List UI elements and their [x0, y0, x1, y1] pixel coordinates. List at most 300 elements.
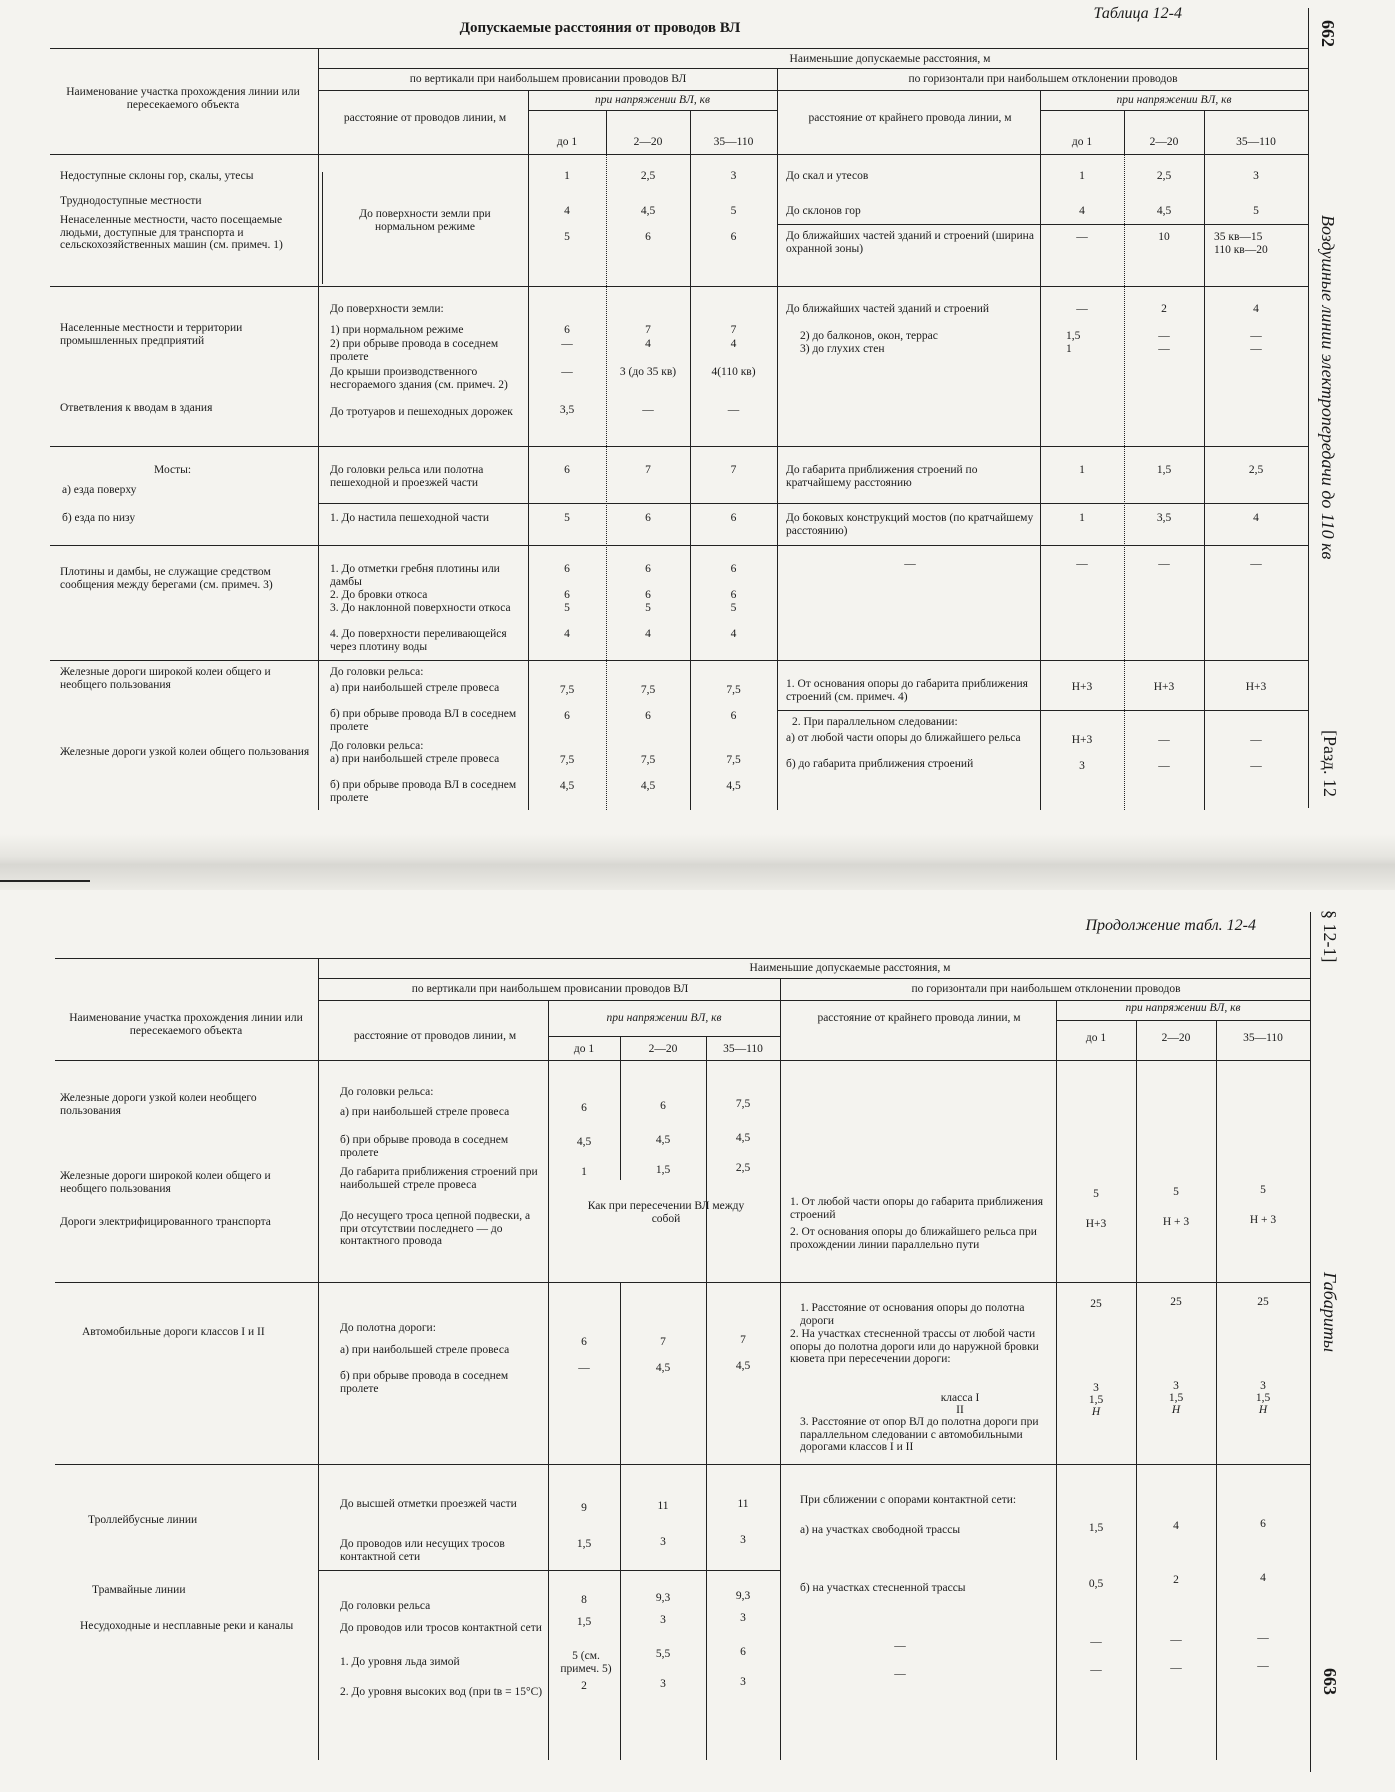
fold-mark — [0, 880, 90, 882]
cell: 4,5 — [726, 780, 741, 792]
cell: — — [1250, 330, 1262, 342]
cell: Н — [1171, 1404, 1181, 1416]
vdesc: До головки рельса — [340, 1600, 431, 1612]
group-rule — [50, 446, 1308, 447]
cell: 4 — [645, 628, 651, 640]
cell: 1 — [1079, 464, 1085, 476]
cell: — — [1257, 1660, 1269, 1672]
cell: 4,5 — [655, 1134, 671, 1146]
cell: 6 — [564, 589, 570, 601]
cell: Н+3 — [1071, 681, 1093, 693]
cell: 5 — [1093, 1188, 1099, 1200]
group-rule — [55, 1464, 1310, 1465]
cell: 11 — [737, 1498, 749, 1510]
cell: 8 — [581, 1594, 587, 1606]
cell: 4,5 — [735, 1360, 751, 1372]
header-vert: по вертикали при наибольшем провисании проводов ВЛ — [411, 983, 689, 995]
cell: 7,5 — [726, 684, 741, 696]
cell: 7 — [645, 324, 651, 336]
cell: 3 — [740, 1534, 746, 1546]
cell: 6 — [581, 1102, 587, 1114]
vdesc: 2) при обрыве провода в соседнем пролете — [330, 338, 499, 363]
cell: 6 — [730, 710, 737, 722]
cell: 25 — [1170, 1296, 1182, 1308]
col-rule — [1204, 154, 1205, 810]
vdesc: До высшей отметки проезжей части — [340, 1498, 517, 1510]
cell: 5 — [730, 602, 737, 614]
cell: 11 — [657, 1500, 669, 1512]
cell: 4 — [564, 628, 570, 640]
rule — [318, 68, 1308, 69]
col-rule — [1124, 154, 1125, 810]
vdesc: б) при обрыве провода ВЛ в соседнем пролете — [330, 708, 517, 733]
cell: 5 (см. примеч. 5) — [560, 1650, 612, 1675]
cell: — — [1076, 231, 1088, 243]
cell: — — [1158, 330, 1170, 342]
header-v2: 2—20 — [1161, 1032, 1191, 1044]
header-bottom-rule — [55, 1060, 1310, 1061]
vdesc: До крыши производственного несгораемого здания (см. примеч. 2) — [330, 366, 508, 391]
cell: — — [561, 338, 573, 350]
scan-fold — [0, 834, 1395, 890]
page-number-662: 662 — [1318, 20, 1338, 47]
vdesc: а) при наибольшей стреле провеса — [340, 1106, 510, 1118]
cell: 7 — [740, 1334, 746, 1346]
vdesc: а) при наибольшей стреле провеса — [340, 1344, 510, 1356]
name-g4: Плотины и дамбы, не служащие средством сообщения между берегами (см. примеч. 3) — [60, 566, 273, 591]
vdesc: а) при наибольшей стреле провеса — [330, 682, 500, 694]
cell: 7,5 — [559, 754, 575, 766]
name-p2g2: Автомобильные дороги классов I и II — [82, 1326, 265, 1338]
hdesc: 2. От основания опоры до ближайшего рельса при прохождении линии параллельно пути — [790, 1226, 1037, 1251]
cell: Н + 3 — [1249, 1214, 1277, 1226]
header-voltage: при напряжении ВЛ, кв — [595, 94, 710, 106]
row-rule — [318, 503, 1308, 504]
group-rule — [50, 286, 1308, 287]
col-header-name: Наименование участка прохождения линии или пересекаемого объекта — [69, 1012, 303, 1037]
cell: 3 — [1079, 760, 1085, 772]
hdesc: класса I — [940, 1392, 980, 1404]
vdesc: б) при обрыве провода ВЛ в соседнем пролете — [330, 779, 517, 804]
cell: 6 — [564, 464, 570, 476]
vdesc: До проводов или тросов контактной сети — [340, 1622, 542, 1634]
cell: 4,5 — [1156, 205, 1172, 217]
cell: — — [1158, 558, 1170, 570]
cell: 3,5 — [559, 404, 575, 416]
cell: — — [894, 1668, 906, 1680]
rule — [318, 90, 1308, 91]
header-v2: 2—20 — [1149, 136, 1179, 148]
cell: 1,5 — [576, 1538, 592, 1550]
cell: — — [1257, 1632, 1269, 1644]
hdesc: 3. Расстояние от опор ВЛ до полотна дороги при параллельном следовании с автомобильными дорогами классов I и II — [800, 1416, 1039, 1453]
header-top: Наименьшие допускаемые расстояния, м — [789, 53, 991, 65]
header-horiz: по горизонтали при наибольшем отклонении проводов — [908, 73, 1178, 85]
cell: — — [1158, 734, 1170, 746]
vdesc: До головки рельса: — [330, 666, 424, 678]
cell: 4,5 — [559, 780, 575, 792]
hdesc: До габарита приближения строений по кратчайшему расстоянию — [786, 464, 978, 489]
cell: 4(110 кв) — [711, 366, 756, 378]
hdesc: б) на участках стесненной трассы — [800, 1582, 966, 1594]
page-number-663: 663 — [1320, 1668, 1340, 1695]
cell: 4 — [1253, 303, 1259, 315]
cell: — — [1250, 760, 1262, 772]
header-top: Наименьшие допускаемые расстояния, м — [749, 962, 951, 974]
cell: 6 — [564, 324, 570, 336]
cell: 3 — [660, 1678, 666, 1690]
table-title: Допускаемые расстояния от проводов ВЛ — [459, 20, 741, 36]
cell: 5,5 — [655, 1648, 671, 1660]
cell: 7 — [730, 464, 737, 476]
cell: 5 — [564, 231, 570, 243]
cell: 6 — [740, 1646, 746, 1658]
vdesc: До несущего троса цепной подвески, а при отсутствии последнего — до контактного провода — [340, 1210, 531, 1247]
rule — [318, 978, 1310, 979]
cell: 3 — [1260, 1380, 1266, 1392]
cell: — — [578, 1362, 590, 1374]
vdesc: б) при обрыве провода в соседнем пролете — [340, 1370, 509, 1395]
cell: — — [1076, 558, 1088, 570]
cell: 1 — [1079, 170, 1085, 182]
cell: 5 — [730, 205, 737, 217]
cell: 7 — [660, 1336, 666, 1348]
cell: 7,5 — [735, 1098, 751, 1110]
vnote: Как при пересечении ВЛ между собой — [587, 1200, 745, 1225]
col-rule — [1040, 90, 1041, 810]
cell: 3 — [740, 1612, 746, 1624]
name-g1-1: Труднодоступные местности — [60, 195, 202, 207]
cell: 7,5 — [726, 754, 741, 766]
cell: Н+3 — [1085, 1218, 1107, 1230]
cell: 6 — [730, 512, 737, 524]
cell: 3,5 — [1156, 512, 1172, 524]
cell: — — [727, 404, 740, 416]
hdesc: 2. При параллельном следовании: — [792, 716, 958, 728]
cell: 35 кв—15 — [1214, 231, 1263, 243]
name-p2g3-1: Трамвайные линии — [92, 1584, 186, 1596]
cell: 2 — [581, 1680, 587, 1692]
hdesc: 1. От основания опоры до габарита приближения строений (см. примеч. 4) — [786, 678, 1028, 703]
header-v3: 35—110 — [713, 136, 754, 148]
cell: 4 — [1260, 1572, 1266, 1584]
cell: 3 — [1093, 1382, 1099, 1394]
margin-rule — [1308, 8, 1309, 808]
cell: — — [904, 558, 916, 570]
cell: 1,5 — [1088, 1394, 1104, 1406]
cell: — — [1250, 734, 1262, 746]
rule — [528, 110, 777, 111]
rule — [548, 1036, 780, 1037]
cell: 6 — [645, 710, 651, 722]
cell: 1 — [1066, 343, 1072, 355]
cell: 6 — [564, 710, 570, 722]
hdesc: б) до габарита приближения строений — [786, 758, 974, 770]
vdesc: а) при наибольшей стреле провеса — [330, 753, 500, 765]
cell: — — [1250, 343, 1262, 355]
cell: 10 — [1158, 231, 1170, 243]
col-header-name: Наименование участка прохождения линии или пересекаемого объекта — [66, 86, 300, 111]
cell: — — [1090, 1664, 1102, 1676]
running-title: Габариты — [1320, 1272, 1340, 1353]
name-p2g1-0: Железные дороги узкой колеи необщего пользования — [60, 1092, 257, 1117]
cell: 1,5 — [1168, 1392, 1184, 1404]
rule — [318, 1000, 1310, 1001]
cell: — — [1170, 1662, 1182, 1674]
cell: Н+3 — [1071, 734, 1093, 746]
cell: 4,5 — [576, 1136, 592, 1148]
cell: 9,3 — [655, 1592, 671, 1604]
vdesc: До головки рельса или полотна пешеходной и проезжей части — [330, 464, 484, 489]
cell: 3 — [660, 1614, 666, 1626]
header-v1: до 1 — [1085, 1032, 1107, 1044]
cell: 25 — [1090, 1298, 1102, 1310]
name-g3-2: б) езда по низу — [62, 512, 136, 524]
cell: 1,5 — [1156, 464, 1172, 476]
cell: 1 — [1079, 512, 1085, 524]
cell: 9 — [581, 1502, 587, 1514]
cell: 4,5 — [640, 780, 656, 792]
hdesc: До скал и утесов — [786, 170, 869, 182]
cell: 4 — [645, 338, 651, 350]
col-rule — [318, 48, 319, 810]
cell: 5 — [1173, 1186, 1179, 1198]
header-v3: 35—110 — [1236, 136, 1276, 148]
cell: 1 — [564, 170, 570, 182]
cell: 0,5 — [1088, 1578, 1104, 1590]
col-rule — [777, 68, 778, 810]
header-voltage: при напряжении ВЛ, кв — [1125, 1002, 1241, 1014]
rule — [1040, 110, 1308, 111]
cell: 7 — [645, 464, 651, 476]
name-g1-0: Недоступные склоны гор, скалы, утесы — [60, 170, 254, 182]
section-mark: [Разд. 12 — [1320, 730, 1340, 797]
cell: 7,5 — [559, 684, 575, 696]
cell: 4 — [1173, 1520, 1179, 1532]
cell: 6 — [645, 231, 651, 243]
cell: 5 — [1260, 1184, 1266, 1196]
cell: 4 — [730, 338, 737, 350]
hdesc: При сближении с опорами контактной сети: — [800, 1494, 1017, 1506]
cell: 7 — [730, 324, 737, 336]
vdesc: б) при обрыве провода в соседнем пролете — [340, 1134, 509, 1159]
group-rule — [50, 660, 1308, 661]
cell: 4 — [1253, 512, 1259, 524]
cell: 6 — [645, 563, 651, 575]
header-v2: 2—20 — [633, 136, 663, 148]
cell: 2,5 — [1156, 170, 1172, 182]
hdesc: 1. Расстояние от основания опоры до полотна дороги — [800, 1302, 1025, 1327]
col-rule — [620, 1060, 621, 1180]
cell: — — [1250, 558, 1262, 570]
cell: 2,5 — [1248, 464, 1264, 476]
cell: 4 — [564, 205, 570, 217]
cell: 4 — [1079, 205, 1085, 217]
cell: — — [1090, 1636, 1102, 1648]
cell: Н — [1091, 1406, 1101, 1418]
header-v1: до 1 — [1071, 136, 1093, 148]
cell: 7,5 — [640, 684, 656, 696]
header-v3: 35—110 — [1243, 1032, 1283, 1044]
hdesc: 2) до балконов, окон, террас — [800, 330, 938, 342]
name-g3-0: Мосты: — [154, 464, 192, 476]
name-p2g1-2: Дороги электрифицированного транспорта — [60, 1216, 271, 1228]
vdesc: 1. До настила пешеходной части — [330, 512, 489, 524]
vdesc: До головки рельса: — [340, 1086, 434, 1098]
vdesc: До тротуаров и пешеходных дорожек — [330, 406, 513, 418]
hdesc: До боковых конструкций мостов (по кратчайшему расстоянию) — [786, 512, 1034, 537]
hdesc: 2. На участках стесненной трассы от любой части опоры до полотна дороги или до наружной бровки кювета при пересечении дороги: — [790, 1328, 1039, 1365]
col-rule — [318, 958, 319, 1760]
cell: Н+3 — [1153, 681, 1175, 693]
hdesc: 3) до глухих стен — [800, 343, 885, 355]
cell: Н — [1258, 1404, 1268, 1416]
cell: 3 — [1253, 170, 1259, 182]
cell: 6 — [730, 563, 737, 575]
cell: — — [1158, 760, 1170, 772]
header-dist-wires: расстояние от проводов линии, м — [343, 112, 507, 124]
col-rule — [528, 90, 529, 810]
cell: 3 — [1173, 1380, 1179, 1392]
cell: 1 — [581, 1166, 587, 1178]
cell: 1,5 — [655, 1164, 671, 1176]
cell: Н+3 — [1245, 681, 1267, 693]
header-dist-outer: расстояние от крайнего провода линии, м — [808, 112, 1012, 124]
header-v1: до 1 — [556, 136, 578, 148]
header-dist-outer: расстояние от крайнего провода линии, м — [817, 1012, 1021, 1024]
cell: — — [561, 366, 573, 378]
cell: 4,5 — [655, 1362, 671, 1374]
cell: — — [1158, 343, 1170, 355]
cell: 6 — [645, 512, 651, 524]
vdesc: До проводов или несущих тросов контактной сети — [340, 1538, 505, 1563]
cell: 6 — [1260, 1518, 1266, 1530]
cell: — — [642, 404, 654, 416]
row-rule — [318, 1570, 780, 1571]
name-g2-1: Ответвления к вводам в здания — [60, 402, 213, 414]
name-g1-2: Ненаселенные местности, часто посещаемые людьми, доступные для транспорта и сельскохозяйственных машин (см. примеч. 1) — [60, 214, 283, 251]
name-g5-1: Железные дороги узкой колеи общего пользования — [60, 746, 310, 758]
col-rule — [780, 978, 781, 1760]
running-title: Воздушные линии электропередачи до 110 кв — [1318, 215, 1338, 560]
cell: 5 — [645, 602, 651, 614]
vdesc: 2. До уровня высоких вод (при tв = 15°С) — [340, 1686, 543, 1698]
margin-rule — [1310, 912, 1311, 1772]
continuation-tag: Продолжение табл. 12-4 — [1085, 917, 1256, 934]
hdesc: До склонов гор — [786, 205, 861, 217]
cell: 1,5 — [1088, 1522, 1104, 1534]
vdesc: До габарита приближения строений при наибольшей стреле провеса — [340, 1166, 538, 1191]
vdesc: 1. До уровня льда зимой — [340, 1656, 460, 1668]
name-g3-1: а) езда поверху — [62, 484, 137, 496]
cell: — — [1076, 303, 1088, 315]
hdesc: а) на участках свободной трассы — [800, 1524, 961, 1536]
name-p2g3-2: Несудоходные и несплавные реки и каналы — [80, 1620, 294, 1632]
name-g2-0: Населенные местности и территории промышленных предприятий — [60, 322, 243, 347]
cell: 25 — [1257, 1296, 1269, 1308]
cell: 2 — [1161, 303, 1167, 315]
table-top-rule — [50, 48, 1308, 49]
header-voltage: при напряжении ВЛ, кв — [606, 1012, 722, 1024]
cell: 6 — [645, 589, 651, 601]
cell: 5 — [564, 512, 570, 524]
cell: 6 — [730, 589, 737, 601]
row-rule — [777, 710, 1308, 711]
group-rule — [55, 1282, 1310, 1283]
header-bottom-rule — [50, 154, 1308, 155]
table-top-rule — [55, 958, 1310, 959]
cell: 1,5 — [1066, 330, 1081, 342]
header-vert: по вертикали при наибольшем провисании проводов ВЛ — [409, 73, 687, 85]
section-mark: § 12-1] — [1320, 910, 1340, 963]
cell: 6 — [660, 1100, 666, 1112]
cell: 7,5 — [640, 754, 656, 766]
row-rule — [777, 224, 1308, 225]
name-p2g1-1: Железные дороги широкой колеи общего и необщего пользования — [60, 1170, 271, 1195]
cell: 3 (до 35 кв) — [619, 366, 677, 378]
cell: 2,5 — [640, 170, 656, 182]
cell: 6 — [564, 563, 570, 575]
cell: 6 — [581, 1336, 587, 1348]
hdesc: До ближайших частей зданий и строений (ширина охранной зоны) — [786, 230, 1034, 255]
cell: 4,5 — [640, 205, 656, 217]
cell: 3 — [740, 1676, 746, 1688]
header-v2: 2—20 — [648, 1043, 678, 1055]
brace — [322, 172, 323, 284]
vdesc: 1. До отметки гребня плотины или дамбы — [330, 563, 500, 588]
hdesc: 1. От любой части опоры до габарита приближения строений — [790, 1196, 1044, 1221]
cell: 2,5 — [735, 1162, 751, 1174]
name-p2g3-0: Троллейбусные линии — [88, 1514, 198, 1526]
vdesc: До полотна дороги: — [340, 1322, 436, 1334]
vdesc: До головки рельса: — [330, 740, 424, 752]
header-v1: до 1 — [573, 1043, 595, 1055]
rule — [1056, 1020, 1310, 1021]
vdesc-g1: До поверхности земли при нормальном режиме — [359, 208, 491, 233]
cell: 6 — [730, 231, 737, 243]
cell: 2 — [1173, 1574, 1179, 1586]
cell: 5 — [564, 602, 570, 614]
header-v3: 35—110 — [723, 1043, 763, 1055]
cell: 3 — [730, 170, 737, 182]
group-rule — [50, 545, 1308, 546]
vdesc: До поверхности земли: — [330, 303, 444, 315]
header-dist-wires: расстояние от проводов линии, м — [353, 1030, 517, 1042]
hdesc: а) от любой части опоры до ближайшего рельса — [786, 732, 1021, 744]
cell: — — [1170, 1634, 1182, 1646]
cell: 110 кв—20 — [1214, 244, 1268, 256]
vdesc: 1) при нормальном режиме — [330, 324, 464, 336]
cell: 3 — [660, 1536, 666, 1548]
hdesc: II — [956, 1404, 964, 1416]
table-tag: Таблица 12-4 — [1093, 5, 1182, 22]
cell: 1,5 — [1255, 1392, 1271, 1404]
cell: 4 — [730, 628, 737, 640]
cell: 4,5 — [735, 1132, 751, 1144]
cell: Н + 3 — [1162, 1216, 1190, 1228]
hdesc: До ближайших частей зданий и строений — [786, 303, 990, 315]
cell: 9,3 — [735, 1590, 751, 1602]
cell: — — [894, 1640, 906, 1652]
vdesc: 3. До наклонной поверхности откоса — [330, 602, 511, 614]
cell: 1,5 — [576, 1616, 592, 1628]
vdesc: 2. До бровки откоса — [330, 589, 428, 601]
header-horiz: по горизонтали при наибольшем отклонении проводов — [911, 983, 1181, 995]
vdesc: 4. До поверхности переливающейся через плотину воды — [330, 628, 507, 653]
header-voltage: при напряжении ВЛ, кв — [1116, 94, 1232, 106]
cell: 5 — [1253, 205, 1259, 217]
name-g5-0: Железные дороги широкой колеи общего и необщего пользования — [60, 666, 271, 691]
